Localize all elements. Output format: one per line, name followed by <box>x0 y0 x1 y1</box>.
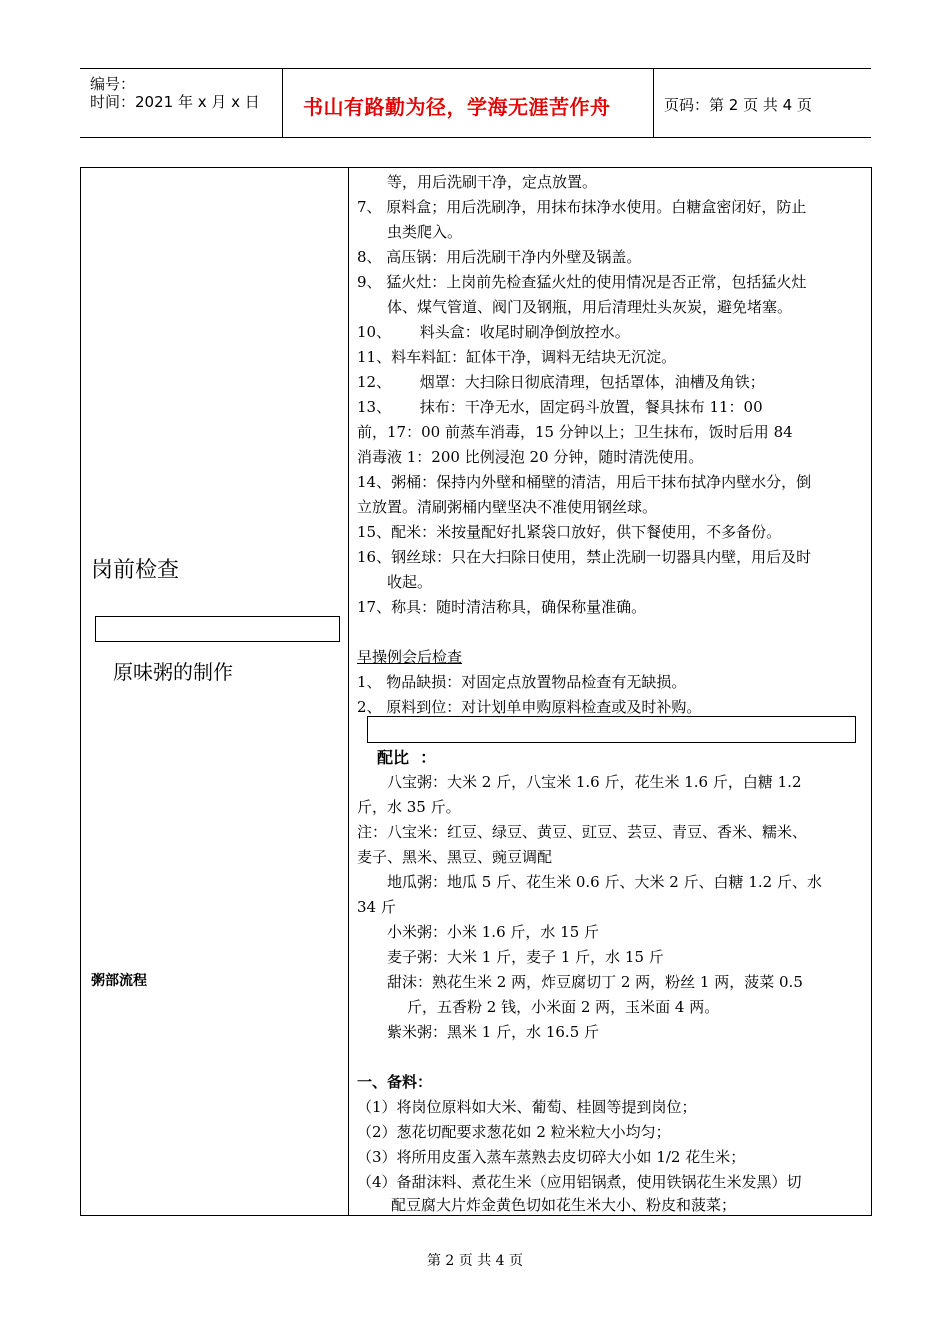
empty-text-box <box>95 616 340 642</box>
text-line: 等，用后洗刷干净，定点放置。 <box>387 173 598 191</box>
text-line: 虫类爬入。 <box>387 223 463 241</box>
text-line: 配豆腐大片炸金黄色切如花生米大小、粉皮和菠菜； <box>391 1196 737 1214</box>
text-line: 小米粥：小米 1.6 斤，水 15 斤 <box>387 923 600 941</box>
text-line: 消毒液 1：200 比例浸泡 20 分钟，随时清洗使用。 <box>357 448 704 466</box>
text-line: 收起。 <box>387 573 433 591</box>
text-line: 紫米粥：黑米 1 斤，水 16.5 斤 <box>387 1023 600 1041</box>
section-title: 岗前检查 <box>91 558 180 583</box>
text-line: 斤，五香粉 2 钱，小米面 2 两，玉米面 4 两。 <box>407 998 720 1016</box>
header-page-cell <box>654 69 870 137</box>
text-line: 立放置。清刷粥桶内壁坚决不准使用钢丝球。 <box>357 498 658 516</box>
page-header <box>80 68 871 138</box>
header-motto-cell <box>283 69 654 137</box>
text-line: 11、料车料缸：缸体干净，调料无结块无沉淀。 <box>357 348 677 366</box>
right-column <box>349 168 871 1215</box>
text-line: （3）将所用皮蛋入蒸车蒸熟去皮切碎大小如 1/2 花生米； <box>357 1148 746 1166</box>
text-line: 13、 抹布：干净无水，固定码斗放置，餐具抹布 11：00 <box>357 398 763 416</box>
text-line: 麦子、黑米、黑豆、豌豆调配 <box>357 848 553 866</box>
empty-text-box <box>367 716 856 743</box>
text-line: 14、粥桶：保持内外壁和桶壁的清洁，用后干抹布拭净内壁水分，倒 <box>357 473 812 491</box>
text-line: 斤，水 35 斤。 <box>357 798 461 816</box>
section-subtitle: 原味粥的制作 <box>113 660 233 684</box>
text-line: 体、煤气管道、阀门及钢瓶，用后清理灶头灰炭，避免堵塞。 <box>387 298 793 316</box>
page-number-label: 页码：第 2 页 共 4 页 <box>664 96 812 114</box>
text-line: 34 斤 <box>357 898 396 916</box>
text-line: 八宝粥：大米 2 斤，八宝米 1.6 斤，花生米 1.6 斤，白糖 1.2 <box>387 773 802 791</box>
ratio-heading: 配比 ： <box>377 748 437 767</box>
text-line: 地瓜粥：地瓜 5 斤、花生米 0.6 斤、大米 2 斤、白糖 1.2 斤、水 <box>387 873 822 891</box>
text-line: 16、钢丝球：只在大扫除日使用，禁止洗刷一切器具内壁，用后及时 <box>357 548 812 566</box>
motto-text: 书山有路勤为径，学海无涯苦作舟 <box>303 95 611 119</box>
number-label: 编号： <box>90 75 136 93</box>
text-line: 1、 物品缺损：对固定点放置物品检查有无缺损。 <box>357 673 687 691</box>
text-line: 麦子粥：大米 1 斤，麦子 1 斤，水 15 斤 <box>387 948 664 966</box>
text-line: （1）将岗位原料如大米、葡萄、桂圆等提到岗位； <box>357 1098 697 1116</box>
header-info-cell <box>80 69 283 137</box>
text-line: 前，17：00 前蒸车消毒，15 分钟以上；卫生抹布，饭时后用 84 <box>357 423 793 441</box>
text-line: 10、 料头盒：收尾时刷净倒放控水。 <box>357 323 630 341</box>
flow-label: 粥部流程 <box>91 973 147 989</box>
section-heading: 早操例会后检查 <box>357 648 463 666</box>
content-table <box>80 167 872 1216</box>
text-line: 甜沫：熟花生米 2 两，炸豆腐切丁 2 两，粉丝 1 两，菠菜 0.5 <box>387 973 803 991</box>
text-line: 17、称具：随时清洁称具，确保称量准确。 <box>357 598 647 616</box>
text-line: 12、 烟罩：大扫除日彻底清理，包括罩体，油槽及角铁； <box>357 373 765 391</box>
text-line: 8、 高压锅：用后洗刷干净内外壁及锅盖。 <box>357 248 642 266</box>
left-column <box>81 168 349 1215</box>
text-line: 2、 原料到位：对计划单申购原料检查或及时补购。 <box>357 698 702 716</box>
date-label: 时间：2021 年 x 月 x 日 <box>90 93 260 111</box>
text-line: 注：八宝米：红豆、绿豆、黄豆、豇豆、芸豆、青豆、香米、糯米、 <box>357 823 808 841</box>
text-line: 7、 原料盒；用后洗刷净，用抹布抹净水使用。白糖盒密闭好，防止 <box>357 198 807 216</box>
text-line: （2）葱花切配要求葱花如 2 粒米粒大小均匀； <box>357 1123 671 1141</box>
section-heading: 一、备料： <box>357 1073 433 1091</box>
text-line: 9、 猛火灶：上岗前先检查猛火灶的使用情况是否正常，包括猛火灶 <box>357 273 807 291</box>
text-line: 15、配米：米按量配好扎紧袋口放好，供下餐使用，不多备份。 <box>357 523 782 541</box>
text-line: （4）备甜沫料、煮花生米（应用铝锅煮，使用铁锅花生米发黑）切 <box>357 1173 802 1191</box>
page-footer: 第 2 页 共 4 页 <box>426 1253 524 1269</box>
